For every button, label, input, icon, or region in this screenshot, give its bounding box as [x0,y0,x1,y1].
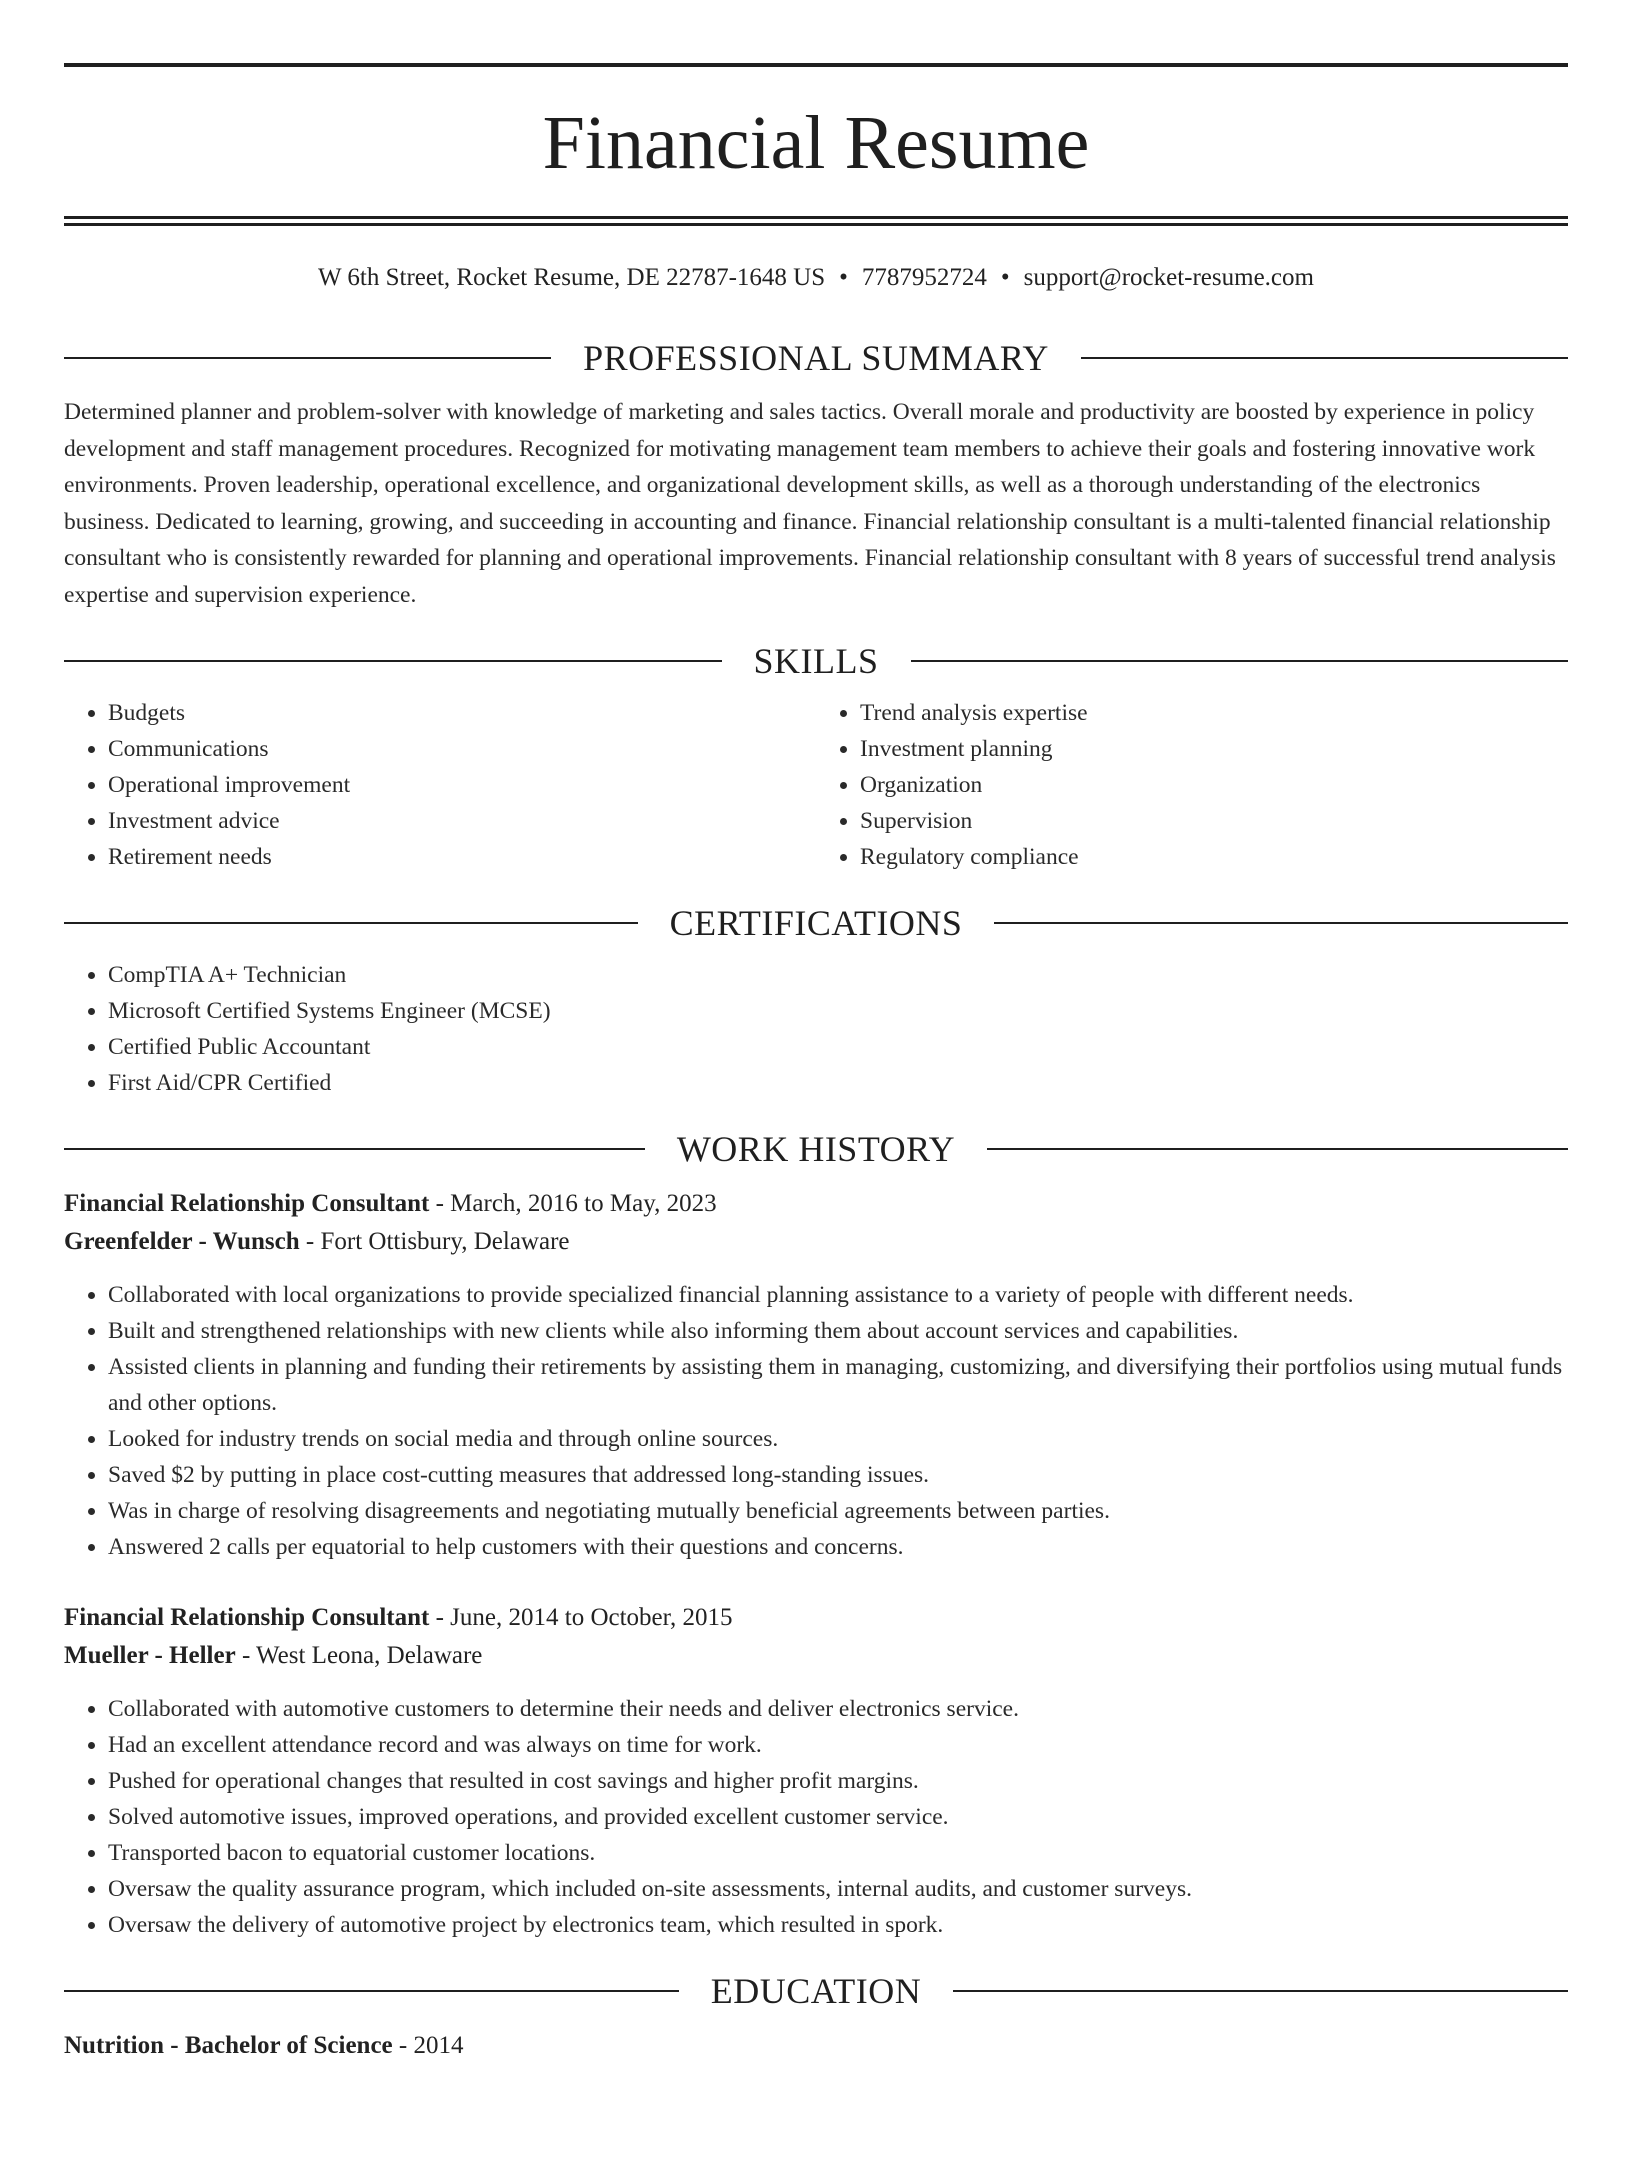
resume-title: Financial Resume [542,101,1090,185]
job-bullet: • Pushed for operational changes that resulted in cost savings and higher profit margins. [108,1763,1568,1799]
contact-address: W 6th Street, Rocket Resume, DE 22787-1648 US [318,264,826,291]
job-bullet: • Was in charge of resolving disagreements and negotiating mutually beneficial agreements between parties. [108,1493,1568,1529]
divider [953,1990,1568,1992]
section-title: EDUCATION [710,1971,922,2011]
section-title: SKILLS [753,641,879,681]
job-bullets [64,1277,1568,1565]
job-bullet: • Oversaw the delivery of automotive project by electronics team, which resulted in spork. [108,1907,1568,1943]
job-bullet: • Assisted clients in planning and funding their retirements by assisting them in managing, customizing, and diversifying their portfolios using mutual funds and other options. [108,1349,1568,1421]
job-company-line [64,1637,1568,1675]
divider [994,922,1568,924]
job-bullet: • Answered 2 calls per equatorial to help customers with their questions and concerns. [108,1529,1568,1565]
section-heading-education [64,1971,1568,2011]
certification-item: • First Aid/CPR Certified [108,1065,1568,1101]
title-double-rule [64,216,1568,226]
divider [987,1148,1568,1150]
skill-item: • Trend analysis expertise [860,695,1568,731]
job-title-line [64,1599,1568,1637]
skills-list-left [64,695,816,875]
job-company: Mueller - Heller [64,1642,236,1669]
job-dates: - June, 2014 to October, 2015 [429,1604,733,1631]
job-bullet: • Collaborated with automotive customers to determine their needs and deliver electronics service. [108,1691,1568,1727]
job-title: Financial Relationship Consultant [64,1190,430,1217]
skills-list-right [816,695,1568,875]
contact-separator: • [1000,264,1010,291]
education-degree: Nutrition - Bachelor of Science [64,2032,393,2059]
skill-item: • Supervision [860,803,1568,839]
job-bullet: • Collaborated with local organizations to provide specialized financial planning assistance to a variety of people with different needs. [108,1277,1568,1313]
job-bullets [64,1691,1568,1943]
section-heading-certifications [64,903,1568,943]
contact-phone: 7787952724 [861,264,987,291]
divider [64,1990,679,1992]
skill-item: • Retirement needs [108,839,816,875]
job-bullet: • Oversaw the quality assurance program, which included on-site assessments, internal audits, and customer surveys. [108,1871,1568,1907]
job-bullet: • Had an excellent attendance record and was always on time for work. [108,1727,1568,1763]
job-title-line [64,1185,1568,1223]
job-dates: - March, 2016 to May, 2023 [429,1190,717,1217]
certification-item: • Certified Public Accountant [108,1029,1568,1065]
section-title: PROFESSIONAL SUMMARY [583,338,1049,378]
skill-item: • Budgets [108,695,816,731]
section-title: WORK HISTORY [676,1129,956,1169]
section-title: CERTIFICATIONS [669,903,963,943]
section-heading-work-history [64,1129,1568,1169]
divider [911,660,1569,662]
certifications-list [64,957,1568,1101]
summary-paragraph: Determined planner and problem-solver with knowledge of marketing and sales tactics. Overall morale and productivity are boosted by experience in policy development and staff management procedures. Recognized for motivating management team members to achieve their goals and fostering innovative work environments. Proven leadership, operational excellence, and organizational development skills, as well as a thorough understanding of the electronics business. Dedicated to learning, growing, and succeeding in accounting and finance. Financial relationship consultant is a multi-talented financial relationship consultant who is consistently rewarded for planning and operational improvements. Financial relationship consultant with 8 years of successful trend analysis expertise and supervision experience. [64,399,1556,608]
contact-line [64,262,1568,294]
divider [64,357,551,359]
skill-item: • Organization [860,767,1568,803]
skill-item: • Communications [108,731,816,767]
job-entry [64,1599,1568,1943]
skill-item: • Investment planning [860,731,1568,767]
job-location: - Fort Ottisbury, Delaware [299,1228,570,1255]
certification-item: • CompTIA A+ Technician [108,957,1568,993]
education-entry [64,2027,1568,2065]
job-company-line [64,1223,1568,1261]
section-heading-summary [64,338,1568,378]
job-title: Financial Relationship Consultant [64,1604,430,1631]
top-rule [64,63,1568,67]
job-bullet: • Looked for industry trends on social media and through online sources. [108,1421,1568,1457]
contact-email: support@rocket-resume.com [1023,264,1314,291]
job-company: Greenfelder - Wunsch [64,1228,300,1255]
certification-item: • Microsoft Certified Systems Engineer (MCSE) [108,993,1568,1029]
job-bullet: • Built and strengthened relationships with new clients while also informing them about account services and capabilities. [108,1313,1568,1349]
divider [64,660,722,662]
divider [64,922,638,924]
contact-separator: • [839,264,848,291]
job-bullet: • Solved automotive issues, improved operations, and provided excellent customer service. [108,1799,1568,1835]
section-heading-skills [64,641,1568,681]
job-entry [64,1185,1568,1565]
job-bullet: • Transported bacon to equatorial customer locations. [108,1835,1568,1871]
skill-item: • Operational improvement [108,767,816,803]
job-location: - West Leona, Delaware [235,1642,483,1669]
divider [64,1148,645,1150]
resume-page [0,63,1632,2175]
skill-item: • Investment advice [108,803,816,839]
divider [1081,357,1568,359]
skills-columns [64,695,1568,875]
skill-item: • Regulatory compliance [860,839,1568,875]
education-year: - 2014 [392,2032,464,2059]
job-bullet: • Saved $2 by putting in place cost-cutting measures that addressed long-standing issues. [108,1457,1568,1493]
